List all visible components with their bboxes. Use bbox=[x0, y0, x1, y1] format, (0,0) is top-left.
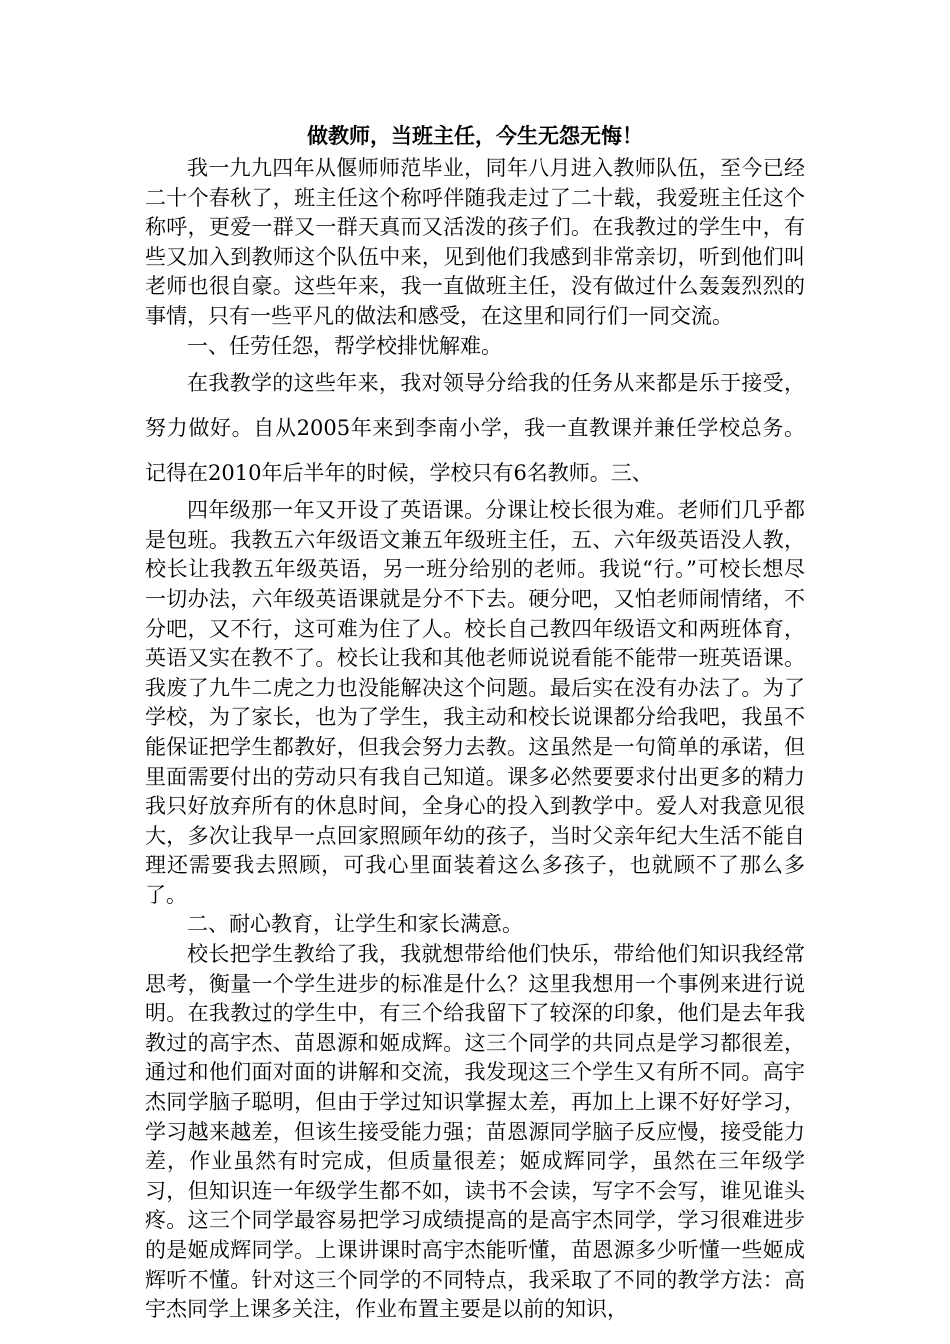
paragraph-section-1-part-2: 四年级那一年又开设了英语课。分课让校长很为难。老师们几乎都是包班。我教五六年级语文兼五年级班主任，五、六年级英语没人教，校长让我教五年级英语，另一班分给别的老师。我说“行。”可校长想尽一切办法，六年级英语课就是分不下去。硬分吧，又怕老师闹情绪，不分吧，又不行，这可难为住了人。校长自己教四年级语文和两班体育，英语又实在教不了。校长让我和其他老师说说看能不能带一班英语课。我废了九牛二虎之力也没能解决这个问题。最后实在没有办法了。为了学校，为了家长，也为了学生，我主动和校长说课都分给我吧，我虽不能保证把学生都教好，但我会努力去教。这虽然是一句简单的承诺，但里面需要付出的劳动只有我自己知道。课多必然要要求付出更多的精力我只好放弃所有的休息时间，全身心的投入到教学中。爱人对我意见很大，多次让我早一点回家照顾年幼的孩子，当时父亲年纪大生活不能自理还需要我去照顾，可我心里面装着这么多孩子，也就顾不了那么多了。 bbox=[145, 498, 805, 907]
document-title: 做教师，当班主任，今生无怨无悔！ bbox=[307, 123, 643, 148]
paragraph-section-2: 校长把学生教给了我，我就想带给他们快乐，带给他们知识我经常思考，衡量一个学生进步的标准是什么？这里我想用一个事例来进行说明。在我教过的学生中，有三个给我留下了较深的印象，他们是去年我教过的高宇杰、苗恩源和姬成辉。这三个同学的共同点是学习都很差，通过和他们面对面的讲解和交流，我发现这三个学生又有所不同。高宇杰同学脑子聪明，但由于学过知识掌握太差，再加上上课不好好学习，学习越来越差，但该生接受能力强；苗恩源同学脑子反应慢，接受能力差，作业虽然有时完成，但质量很差；姬成辉同学，虽然在三年级学习，但知识连一年级学生都不如，读书不会读，写字不会写，谁见谁头疼。这三个同学最容易把学习成绩提高的是高宇杰同学，学习很难进步的是姬成辉同学。上课讲课时高宇杰能听懂，苗恩源多少听懂一些姬成辉听不懂。针对这三个同学的不同特点，我采取了不同的教学方法：高宇杰同学上课多关注，作业布置主要是以前的知识， bbox=[145, 942, 805, 1322]
paragraph-section-1-part-1: 在我教学的这些年来，我对领导分给我的任务从来都是乐于接受，努力做好。自从2005年来到李南小学，我一直教课并兼任学校总务。记得在2010年后半年的时候，学校只有6名教师。三、 bbox=[145, 371, 805, 486]
section-heading-1: 一、任劳任怨，帮学校排忧解难。 bbox=[187, 333, 502, 358]
paragraph-intro: 我一九九四年从偃师师范毕业，同年八月进入教师队伍，至今已经二十个春秋了，班主任这个称呼伴随我走过了二十载，我爱班主任这个称呼，更爱一群又一群天真而又活泼的孩子们。在我教过的学生中，有些又加入到教师这个队伍中来，见到他们我感到非常亲切，听到他们叫老师也很自豪。这些年来，我一直做班主任，没有做过什么轰轰烈烈的事情，只有一些平凡的做法和感受，在这里和同行们一同交流。 bbox=[145, 156, 805, 328]
document-body bbox=[145, 118, 805, 1325]
section-heading-2: 二、耐心教育，让学生和家长满意。 bbox=[187, 912, 523, 937]
